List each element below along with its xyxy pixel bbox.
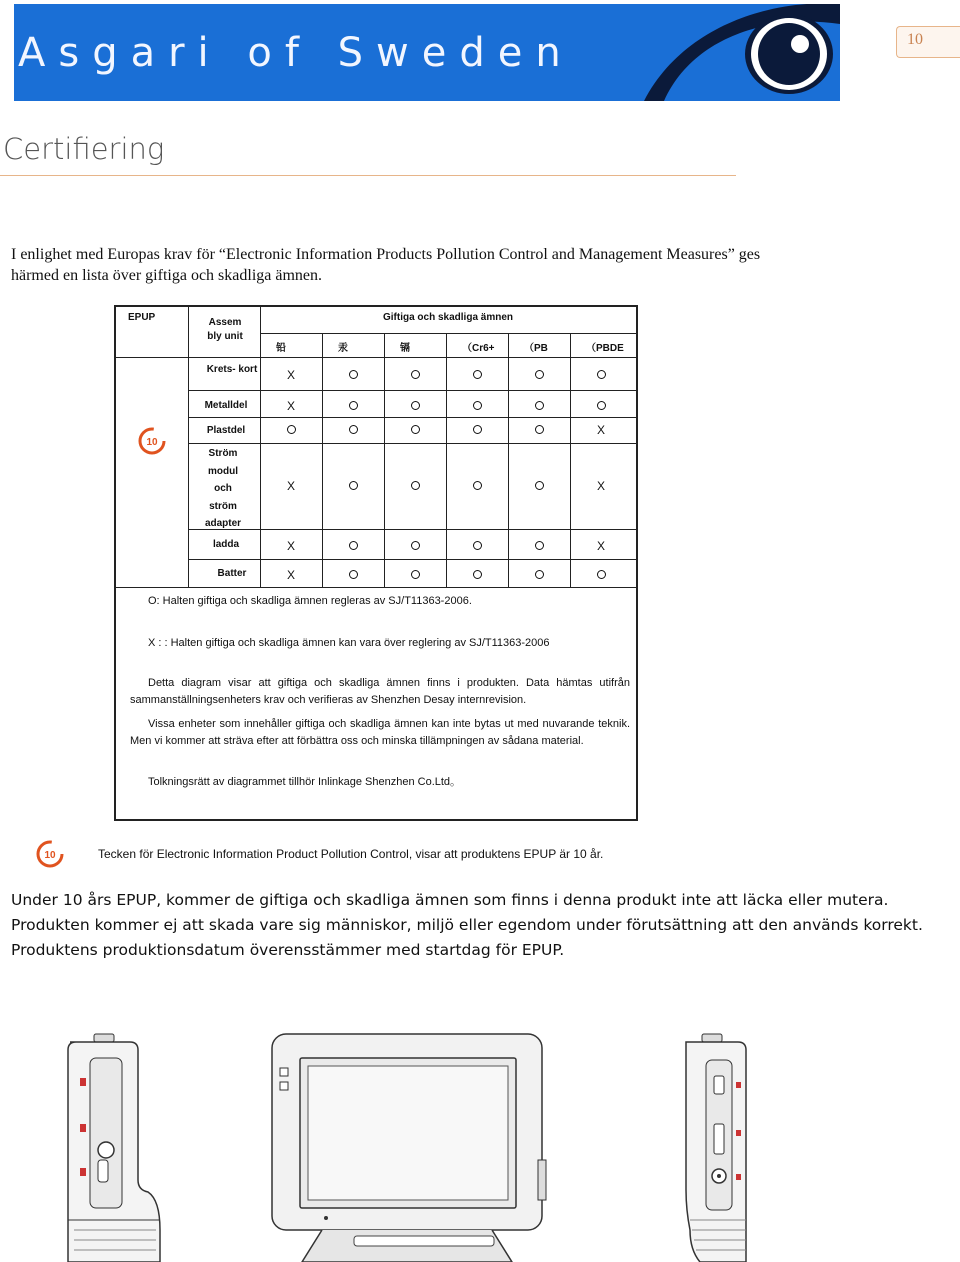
row-label-battery: Batter [217, 568, 247, 579]
circle-mark-icon [535, 570, 544, 579]
substance-pb: （PB [524, 343, 548, 354]
substance-mark [594, 568, 608, 582]
page-number: 10 [907, 31, 923, 48]
substance-mark [470, 539, 484, 553]
circle-mark-icon [287, 425, 296, 434]
row-label-circuit-board: Krets- kort [206, 364, 258, 375]
substance-mark: X [596, 539, 605, 553]
substance-mark [470, 423, 484, 437]
grid-line [188, 390, 636, 391]
grid-line [508, 333, 509, 587]
substance-mark [408, 479, 422, 493]
note-o [130, 593, 630, 610]
eye-logo-icon [624, 4, 840, 101]
substance-mark [408, 423, 422, 437]
substance-mark: X [596, 423, 605, 437]
epup-header: EPUP [128, 312, 156, 323]
substance-pbde: （PBDE [586, 343, 624, 354]
body-paragraph: Produktens produktionsdatum överensstämmer med startdag för EPUP. [11, 941, 565, 959]
substance-cr6: （Cr6+ [462, 343, 495, 354]
substance-mark [594, 368, 608, 382]
note-replacement: Vissa enheter som innehåller giftiga och skadliga ämnen kan inte bytas ut med nuvarande teknik. Men vi kommer att sträva efter att förbättra oss och minska tillämpningen av sådana material. [130, 718, 630, 747]
circle-mark-icon [597, 570, 606, 579]
circle-mark-icon [535, 425, 544, 434]
grid-line [446, 333, 447, 587]
substance-mark [532, 399, 546, 413]
substance-lead: 铅 [276, 343, 286, 354]
substance-mark [532, 568, 546, 582]
circle-mark-icon [349, 481, 358, 490]
substance-mark [470, 479, 484, 493]
body-paragraph: Produkten kommer ej att skada vare sig människor, miljö eller egendom under förutsättning att den används korrekt. [11, 916, 923, 934]
substance-mark [408, 399, 422, 413]
row-label-power: Ström modul och ström adapter [204, 448, 242, 529]
circle-mark-icon [349, 401, 358, 410]
substance-mark [284, 423, 298, 437]
substance-mark [346, 479, 360, 493]
circle-mark-icon [473, 425, 482, 434]
circle-mark-icon [473, 401, 482, 410]
circle-mark-icon [535, 481, 544, 490]
substance-mark [470, 399, 484, 413]
grid-line [188, 417, 636, 418]
dashcam-left-side-illustration [60, 1030, 170, 1262]
substance-mark: X [286, 399, 295, 413]
substance-mark: X [286, 479, 295, 493]
grid-line [188, 443, 636, 444]
substance-mark [408, 539, 422, 553]
circle-mark-icon [411, 481, 420, 490]
substance-cadmium: 镉 [400, 343, 410, 354]
row-label-charger: ladda [212, 539, 240, 550]
grid-line [116, 357, 636, 358]
body-paragraph: Under 10 års EPUP, kommer de giftiga och skadliga ämnen som finns i denna produkt inte att läcka eller mutera. [11, 891, 889, 909]
brand-name: Asgari of Sweden [18, 30, 574, 76]
substance-mark: X [596, 479, 605, 493]
substance-mark: X [286, 539, 295, 553]
substance-mark: X [286, 568, 295, 582]
dashcam-front-illustration [262, 1030, 552, 1262]
note-x-text: X : : Halten giftiga och skadliga ämnen kan vara över reglering av SJ/T11363-2006 [148, 637, 550, 649]
circle-mark-icon [597, 401, 606, 410]
grid-line [260, 307, 261, 587]
circle-mark-icon [411, 541, 420, 550]
page-title: Certifiering [3, 132, 165, 166]
grid-line [188, 559, 636, 560]
note-o-text: O: Halten giftiga och skadliga ämnen regleras av SJ/T11363-2006. [148, 595, 472, 607]
circle-mark-icon [349, 570, 358, 579]
substance-mark [470, 568, 484, 582]
circle-mark-icon [411, 370, 420, 379]
substance-mark [346, 423, 360, 437]
substances-header: Giftiga och skadliga ämnen [382, 312, 514, 323]
substance-mark [408, 568, 422, 582]
substance-mark [532, 479, 546, 493]
grid-line [260, 333, 636, 334]
circle-mark-icon [473, 481, 482, 490]
circle-mark-icon [349, 370, 358, 379]
grid-line [570, 333, 571, 587]
circle-mark-icon [535, 401, 544, 410]
grid-line [188, 307, 189, 587]
row-label-plastic: Plastdel [206, 425, 246, 436]
title-divider [0, 175, 736, 176]
substance-mercury: 汞 [338, 343, 348, 354]
footnote-badge-number: 10 [44, 850, 56, 861]
page-number-tab [896, 26, 960, 58]
substance-mark [532, 539, 546, 553]
grid-line [188, 529, 636, 530]
body-text [11, 888, 951, 963]
substance-mark [470, 368, 484, 382]
dashcam-right-side-illustration [680, 1030, 770, 1262]
row-label-metal: Metalldel [204, 400, 248, 411]
circle-mark-icon [473, 370, 482, 379]
circle-mark-icon [349, 541, 358, 550]
circle-mark-icon [411, 401, 420, 410]
grid-line [116, 587, 636, 588]
note-diagram: Detta diagram visar att giftiga och skadliga ämnen finns i produkten. Data hämtas utifrån sammanställningsenheters krav och verifieras av Shenzhen Desay internrevision. [130, 677, 630, 706]
hazardous-substances-table [114, 305, 638, 821]
grid-line [322, 333, 323, 587]
epup-footnote-badge-icon [36, 840, 64, 868]
circle-mark-icon [411, 570, 420, 579]
brand-banner [14, 4, 840, 101]
substance-mark [346, 368, 360, 382]
substance-mark: X [286, 368, 295, 382]
circle-mark-icon [349, 425, 358, 434]
circle-mark-icon [473, 570, 482, 579]
substance-mark [346, 399, 360, 413]
substance-mark [346, 539, 360, 553]
circle-mark-icon [535, 541, 544, 550]
circle-mark-icon [473, 541, 482, 550]
note-x [130, 635, 600, 652]
substance-mark [532, 368, 546, 382]
grid-line [384, 333, 385, 587]
epup-badge-number: 10 [146, 437, 158, 448]
epup-10-badge-icon [138, 427, 166, 455]
substance-mark [532, 423, 546, 437]
substance-mark [408, 368, 422, 382]
substance-mark [594, 399, 608, 413]
circle-mark-icon [597, 370, 606, 379]
note-rights: Tolkningsrätt av diagrammet tillhör Inlinkage Shenzhen Co.Ltd。 [148, 776, 462, 788]
circle-mark-icon [535, 370, 544, 379]
assembly-unit-header: Assem bly unit [207, 317, 243, 342]
epup-footnote: Tecken för Electronic Information Product Pollution Control, visar att produktens EPUP är 10 år. [98, 847, 604, 861]
intro-paragraph: I enlighet med Europas krav för “Electronic Information Products Pollution Control and Management Measures” ges härmed en lista över giftiga och skadliga ämnen. [11, 246, 761, 284]
circle-mark-icon [411, 425, 420, 434]
substance-mark [346, 568, 360, 582]
